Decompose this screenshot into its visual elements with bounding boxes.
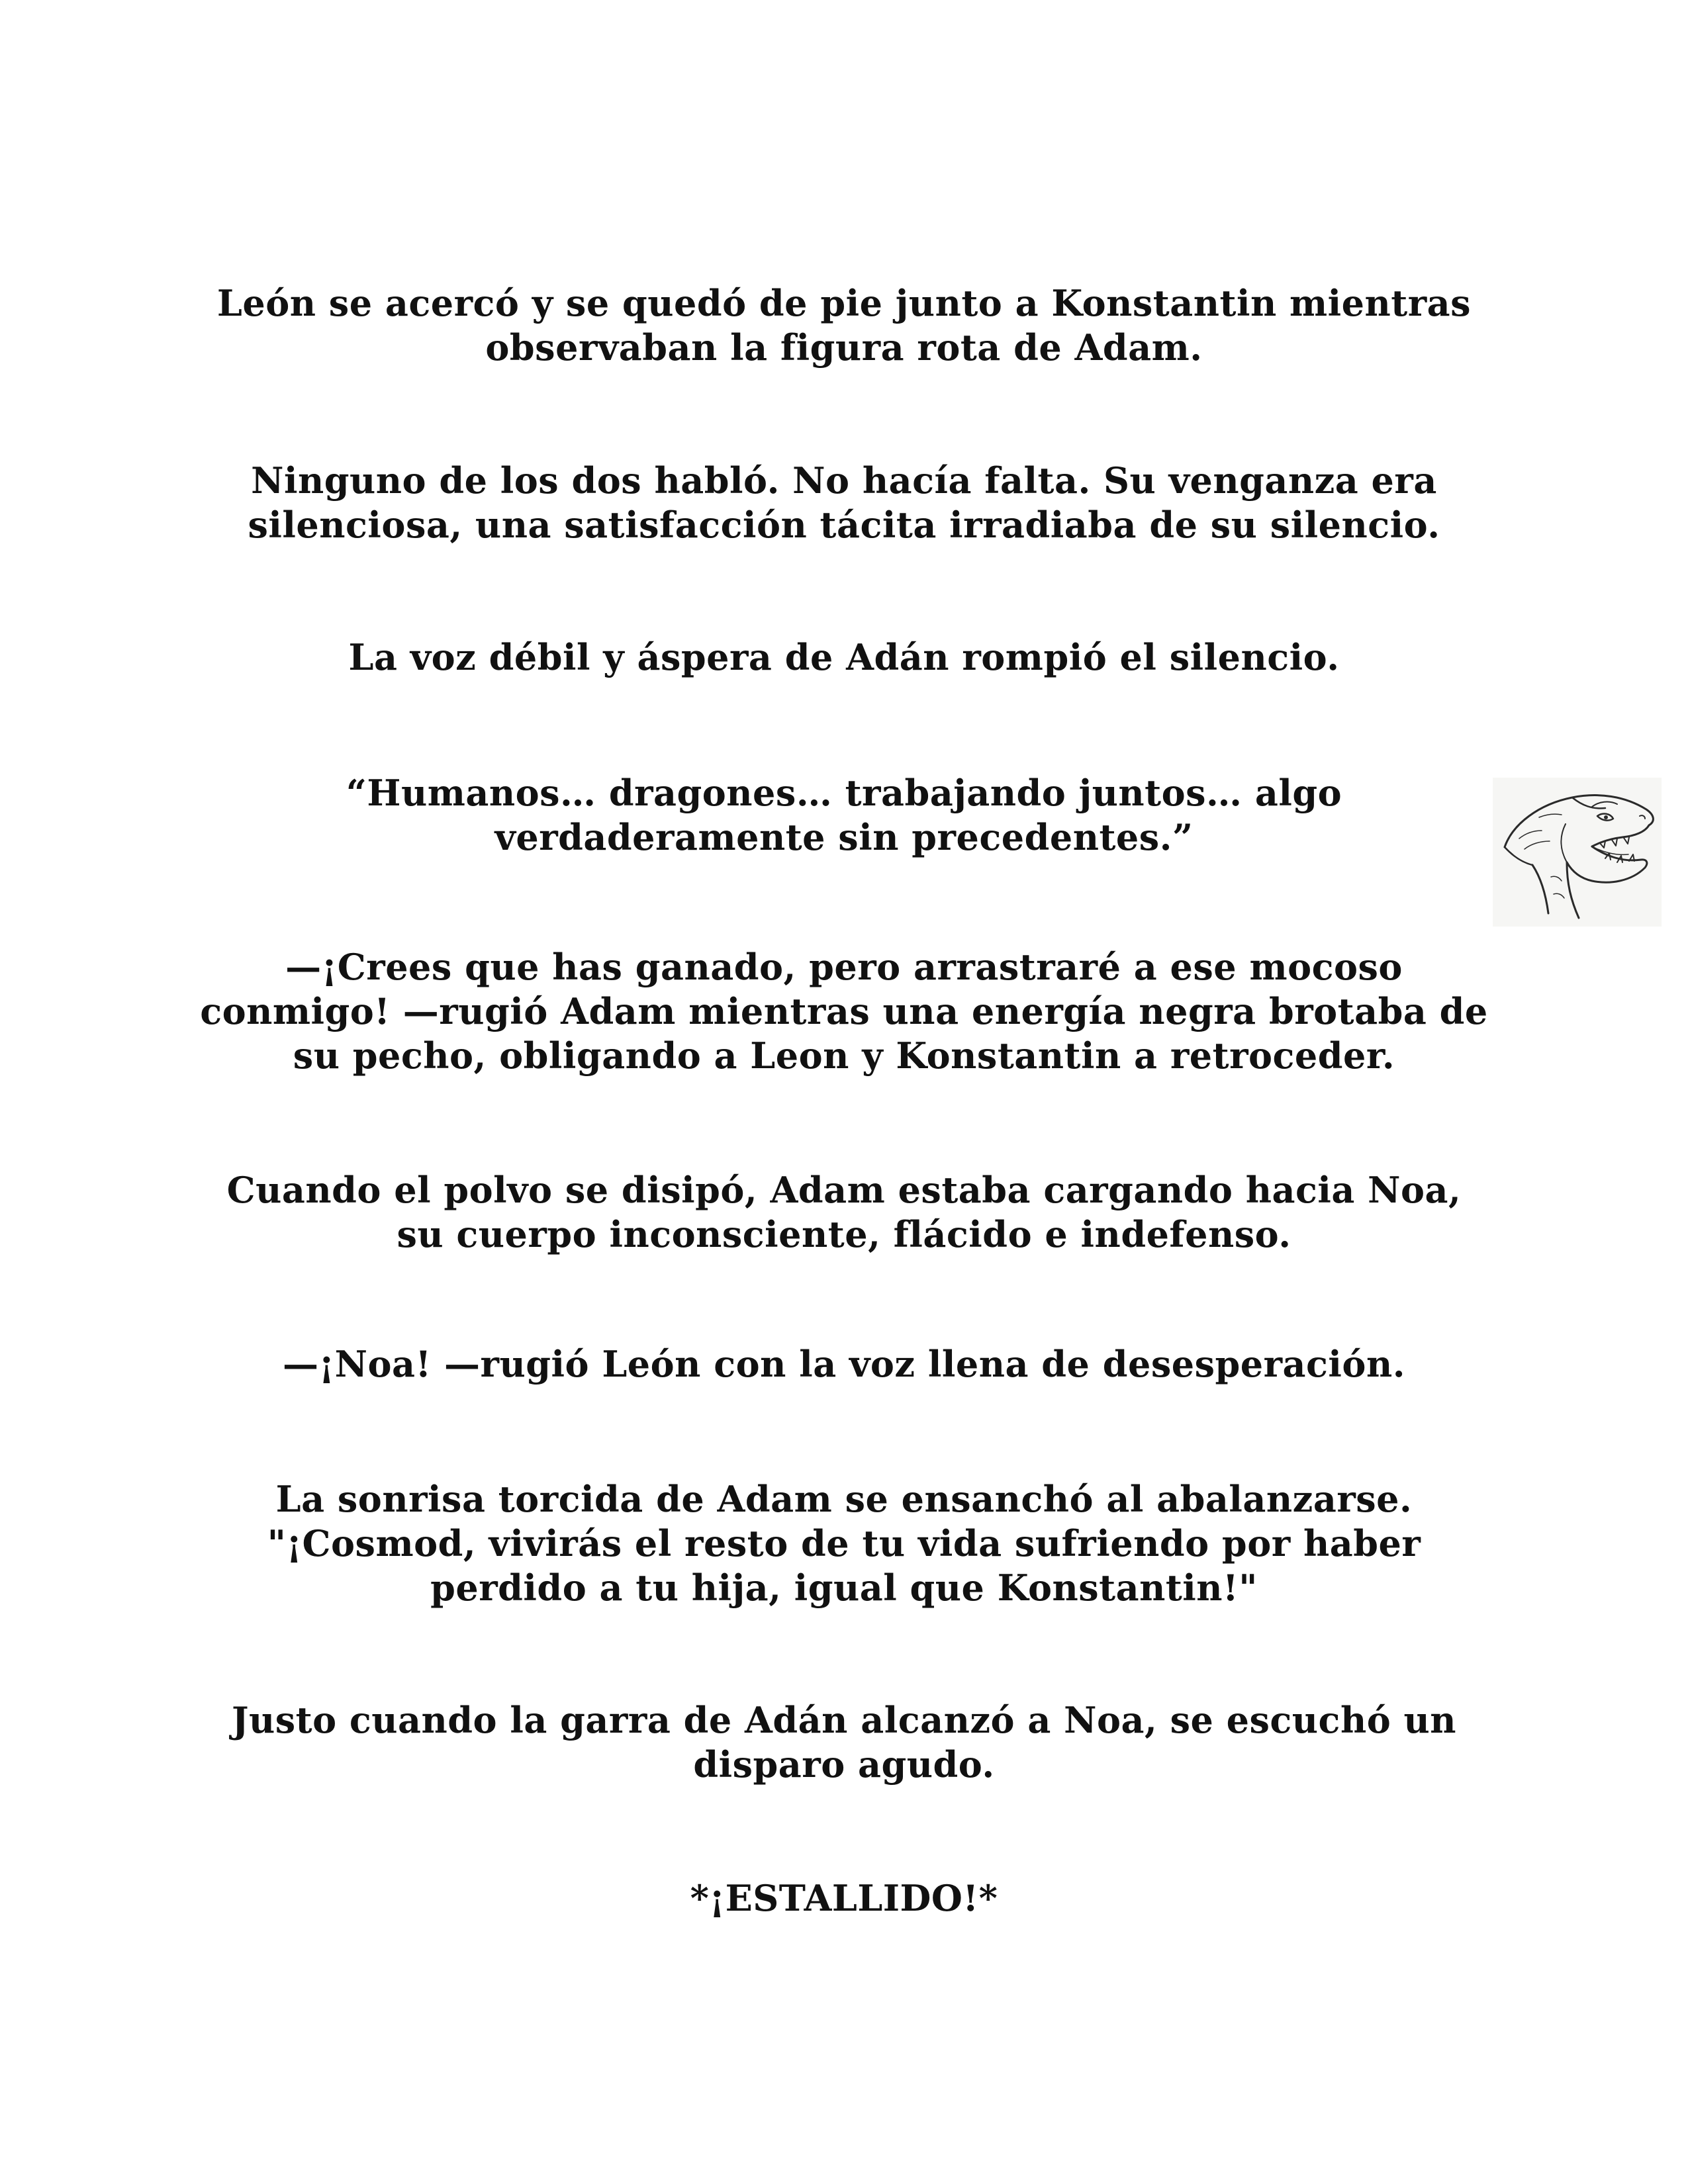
text-line: Ninguno de los dos habló. No hacía falta. Su venganza era — [251, 459, 1437, 502]
text-line: su pecho, obligando a Leon y Konstantin a retroceder. — [293, 1034, 1395, 1077]
text-line: Justo cuando la garra de Adán alcanzó a Noa, se escuchó un — [231, 1699, 1457, 1741]
paragraph-5 — [199, 945, 1489, 1078]
paragraph-9 — [199, 1698, 1489, 1787]
text-line: —¡Noa! —rugió León con la voz llena de desesperación. — [282, 1343, 1406, 1385]
paragraph-1 — [199, 281, 1489, 370]
text-line: disparo agudo. — [693, 1743, 995, 1786]
text-line: silenciosa, una satisfacción tácita irradiaba de su silencio. — [248, 504, 1440, 546]
text-line: La sonrisa torcida de Adam se ensanchó al abalanzarse. — [275, 1478, 1413, 1520]
paragraph-7 — [199, 1342, 1489, 1387]
paragraph-10 — [199, 1876, 1489, 1921]
text-line: —¡Crees que has ganado, pero arrastraré a ese mocoso — [285, 946, 1403, 988]
text-line: observaban la figura rota de Adam. — [485, 326, 1203, 369]
text-line: León se acercó y se quedó de pie junto a Konstantin mientras — [216, 282, 1472, 324]
paragraph-4 — [199, 771, 1489, 860]
text-line: *¡ESTALLIDO!* — [690, 1877, 998, 1919]
paragraph-8 — [199, 1477, 1489, 1610]
paragraph-2 — [199, 459, 1489, 547]
text-line: verdaderamente sin precedentes.” — [494, 816, 1194, 858]
text-line: perdido a tu hija, igual que Konstantin!" — [430, 1567, 1258, 1609]
paragraph-6 — [199, 1168, 1489, 1257]
text-line: Cuando el polvo se disipó, Adam estaba cargando hacia Noa, — [226, 1169, 1462, 1211]
dragon-head-sketch-icon — [1493, 778, 1662, 927]
text-line: conmigo! —rugió Adam mientras una energía negra brotaba de — [200, 990, 1488, 1032]
text-line: La voz débil y áspera de Adán rompió el silencio. — [348, 636, 1340, 678]
paragraph-3 — [199, 635, 1489, 680]
text-line: “Humanos… dragones… trabajando juntos… algo — [346, 772, 1342, 814]
text-line: su cuerpo inconsciente, flácido e indefenso. — [397, 1213, 1291, 1255]
text-line: "¡Cosmod, vivirás el resto de tu vida sufriendo por haber — [267, 1522, 1421, 1565]
